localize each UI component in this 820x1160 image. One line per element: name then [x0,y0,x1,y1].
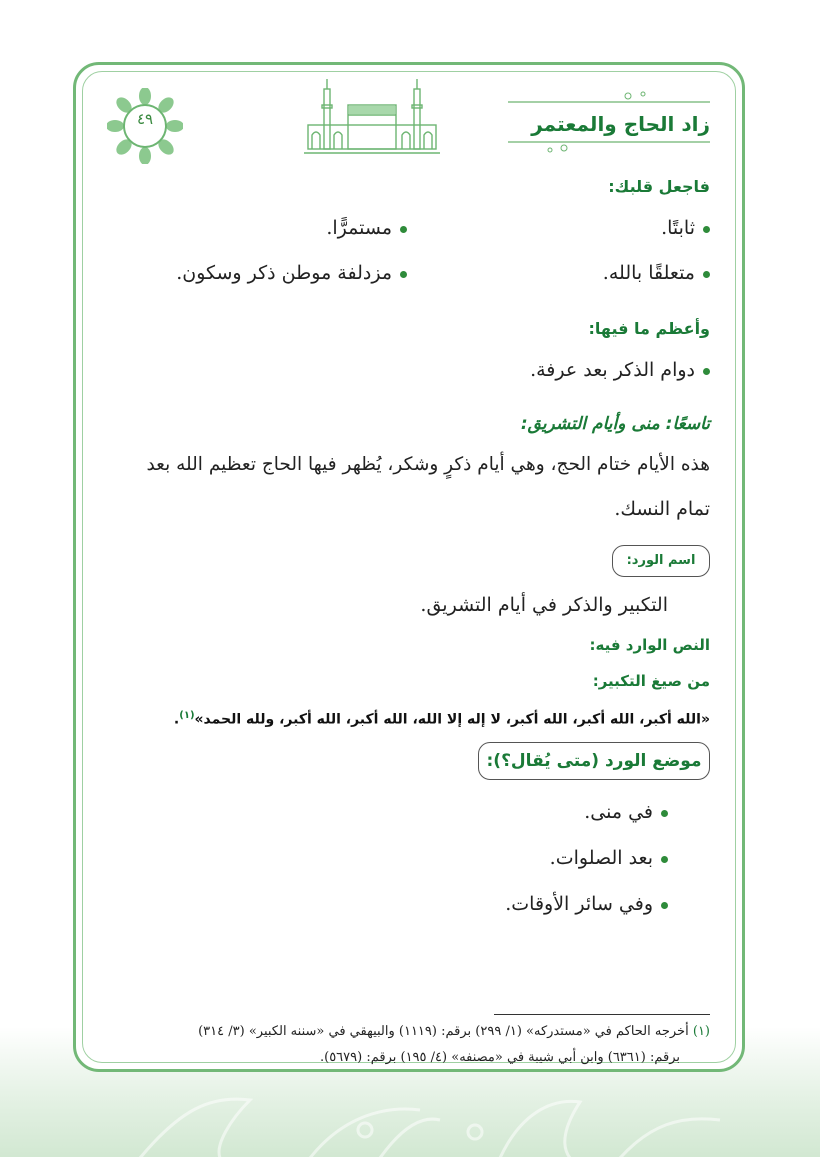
bullet-icon [703,271,710,278]
takbir-heading: من صيغ التكبير: [592,672,710,690]
text-heading: النص الوارد فيه: [589,636,710,654]
bullet-item [603,262,710,284]
paragraph-line: هذه الأيام ختام الحج، وهي أيام ذكرٍ وشكر، يُظهر فيها الحاج تعظيم الله بعد [146,454,710,475]
wird-name-label: اسم الورد: [612,545,710,577]
bullet-text: مستمرًّا. [326,217,392,239]
bullet-item [550,847,668,869]
bullet-text: في منى. [584,801,653,823]
bullet-item [530,359,710,381]
bullet-item [176,262,407,284]
heart-heading: فاجعل قلبك: [608,177,710,196]
book-title: زاد الحاج والمعتمر [531,112,710,136]
footnote-line: برقم: (٦٣٦١) وابن أبي شيبة في «مصنفه» (٤/ ١٩٥) برقم: (٥٦٧٩). [319,1050,680,1065]
bullet-text: ثابتًا. [661,217,695,239]
title-ornament-top [508,90,710,106]
bullet-text: بعد الصلوات. [549,847,653,869]
kaaba-mosque-icon [304,75,440,163]
footnote-text: أخرجه الحاكم في «مستدركه» (١/ ٢٩٩) برقم: (١١١٩) والبيهقي في «سننه الكبير» (٣/ ٣١٤) [198,1024,689,1039]
footnote-number: (١) [692,1024,710,1039]
calligraphy-watermark [120,1090,740,1160]
footnote-line [110,1024,710,1039]
bullet-item [584,801,668,823]
bullet-item [326,217,407,239]
bullet-icon [661,902,668,909]
bullet-icon [703,226,710,233]
bullet-icon [400,226,407,233]
ninth-heading: تاسعًا: منى وأيام التشريق: [520,414,710,434]
bullet-text: وفي سائر الأوقات. [505,893,653,915]
bullet-item [505,893,668,915]
greatest-heading: وأعظم ما فيها: [588,319,710,338]
bullet-icon [661,856,668,863]
bullet-icon [400,271,407,278]
bullet-icon [661,810,668,817]
takbir-text [174,710,710,728]
page-number: ٤٩ [136,110,154,128]
takbir-quote: «الله أكبر، الله أكبر، الله أكبر، لا إله إلا الله، الله أكبر، الله أكبر، ولله الحمد» [194,711,710,728]
bullet-text: مزدلفة موطن ذكر وسكون. [176,262,392,284]
footnote-ref[interactable]: (١) [179,710,195,721]
wird-name-text: التكبير والذكر في أيام التشريق. [420,594,668,616]
bullet-icon [703,368,710,375]
bullet-text: متعلقًا بالله. [602,262,695,284]
bullet-item [661,217,710,239]
bullet-text: دوام الذكر بعد عرفة. [530,359,695,381]
paragraph-line: تمام النسك. [614,498,710,520]
takbir-end: . [173,711,180,728]
title-ornament-bottom [508,138,710,154]
footnote-divider [494,1014,710,1015]
wird-place-label: موضع الورد (متى يُقال؟): [478,742,710,780]
